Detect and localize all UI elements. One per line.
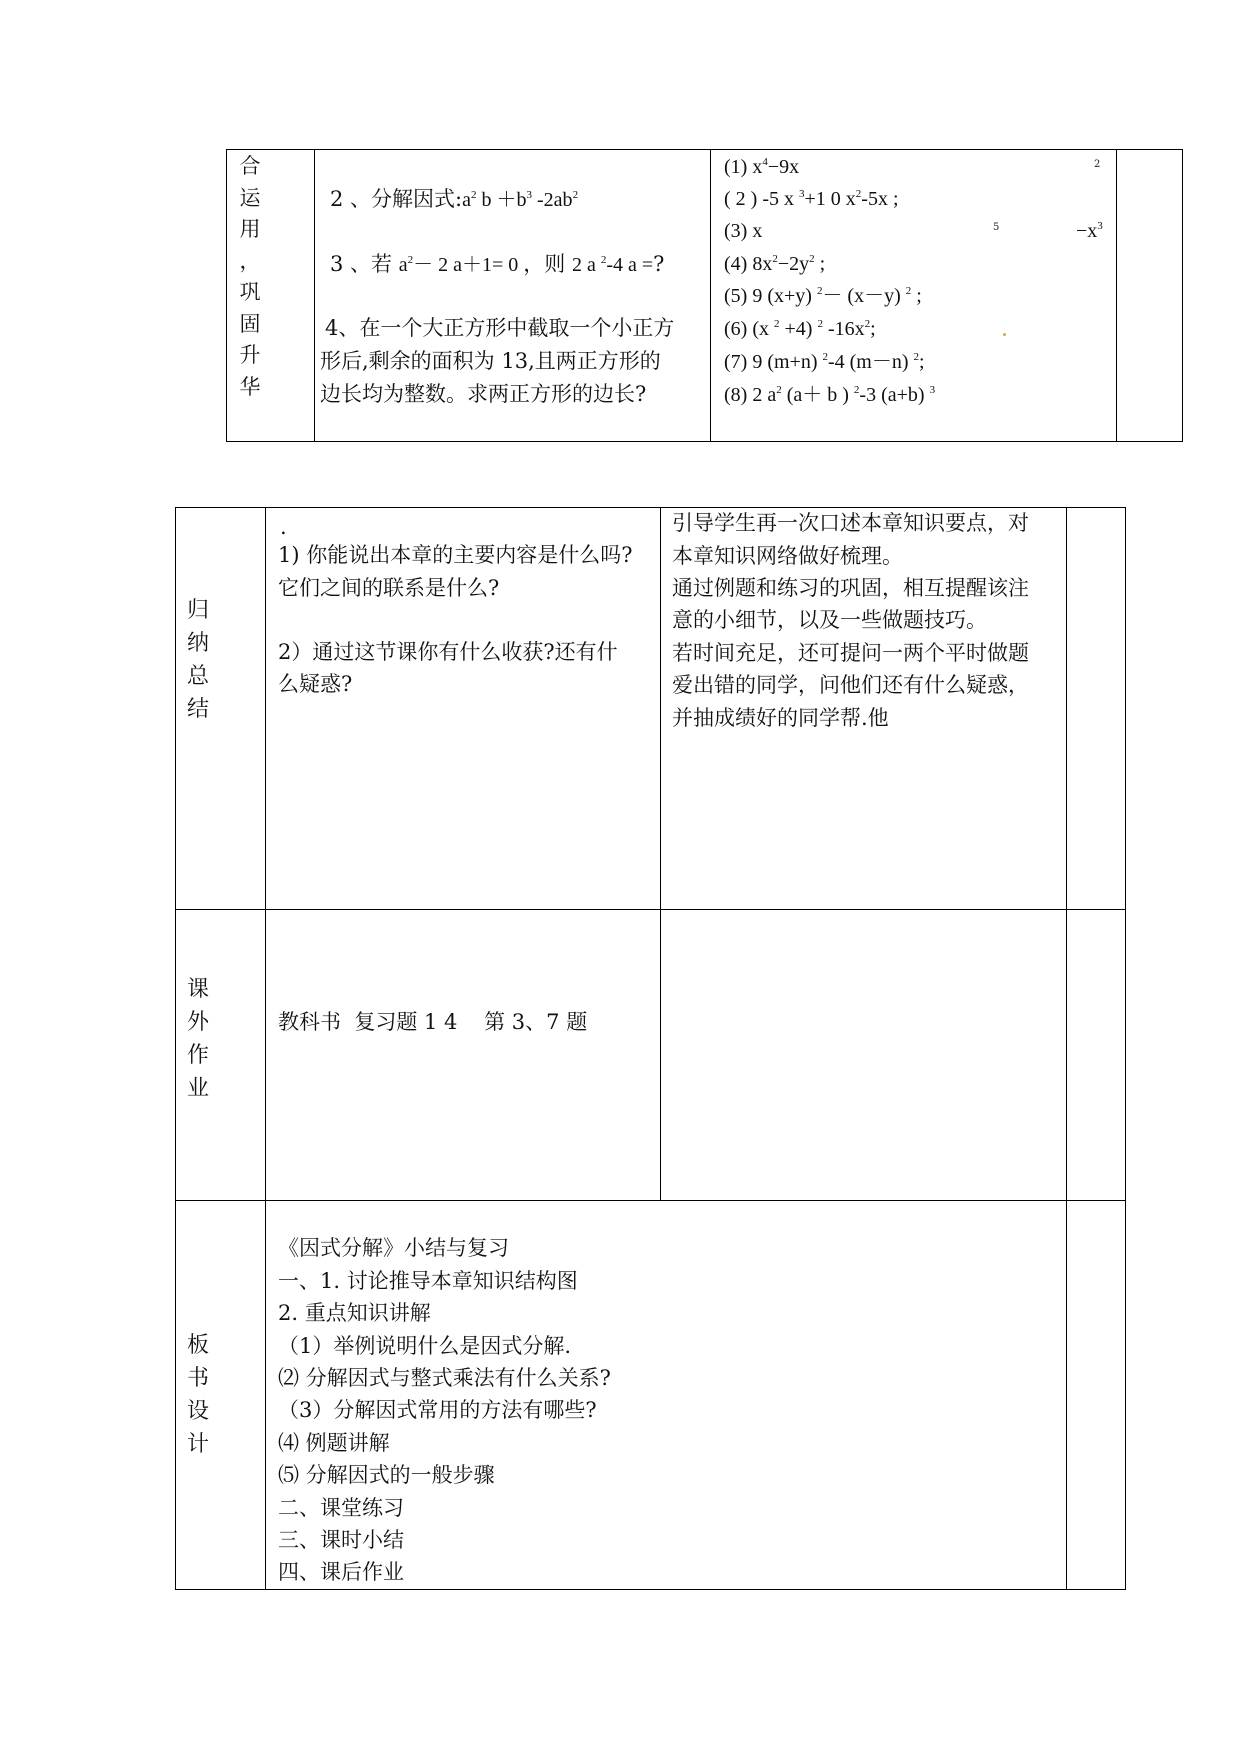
section-label-apply: 合 运 用 ， 巩 固 升 华 <box>239 154 261 399</box>
exercise-1: (1) $x^4-9x$ <box>724 156 800 178</box>
section-label-homework: 课 外 作 业 <box>186 977 209 1101</box>
exercise-8: (8) 2 $a^2$ (a＋ b ) $^2$-3 (a+b) $^3$ <box>724 384 936 406</box>
exercise-2: ( 2 ) -5 x $^3$+1 0 $x^2-5x$ ; <box>724 188 899 210</box>
section-label-summary: 归 纳 总 结 <box>186 598 209 722</box>
question-2: 2 、分解因式$:a^2$ $b +b^3$ $-2ab^2$ <box>330 187 579 211</box>
exercise-6: (6) (x $^2$ +4) $^2$ $-16x^2$; <box>724 318 876 340</box>
section-label-board: 板 书 设 计 <box>186 1333 209 1457</box>
homework-text: 教科书 复习题 1 4 第 3、7 题 <box>278 1010 588 1034</box>
question-3: 3 、若 $a^2- 2$ a＋1= 0 ，则 2 a $^2$-4 a =? <box>330 252 665 276</box>
summary-lead-dot: . <box>280 515 287 539</box>
exercise-7: (7) 9 (m+n) $^2$-4 (m－n) $^2$; <box>724 351 925 373</box>
exercise-3: (3) x <box>724 220 763 242</box>
exercise-5: (5) 9 (x+y) $^2$－ (x－y) $^2$ ; <box>724 285 922 307</box>
exercise-4: (4) $8x^2-2y^2$ ; <box>724 253 826 275</box>
